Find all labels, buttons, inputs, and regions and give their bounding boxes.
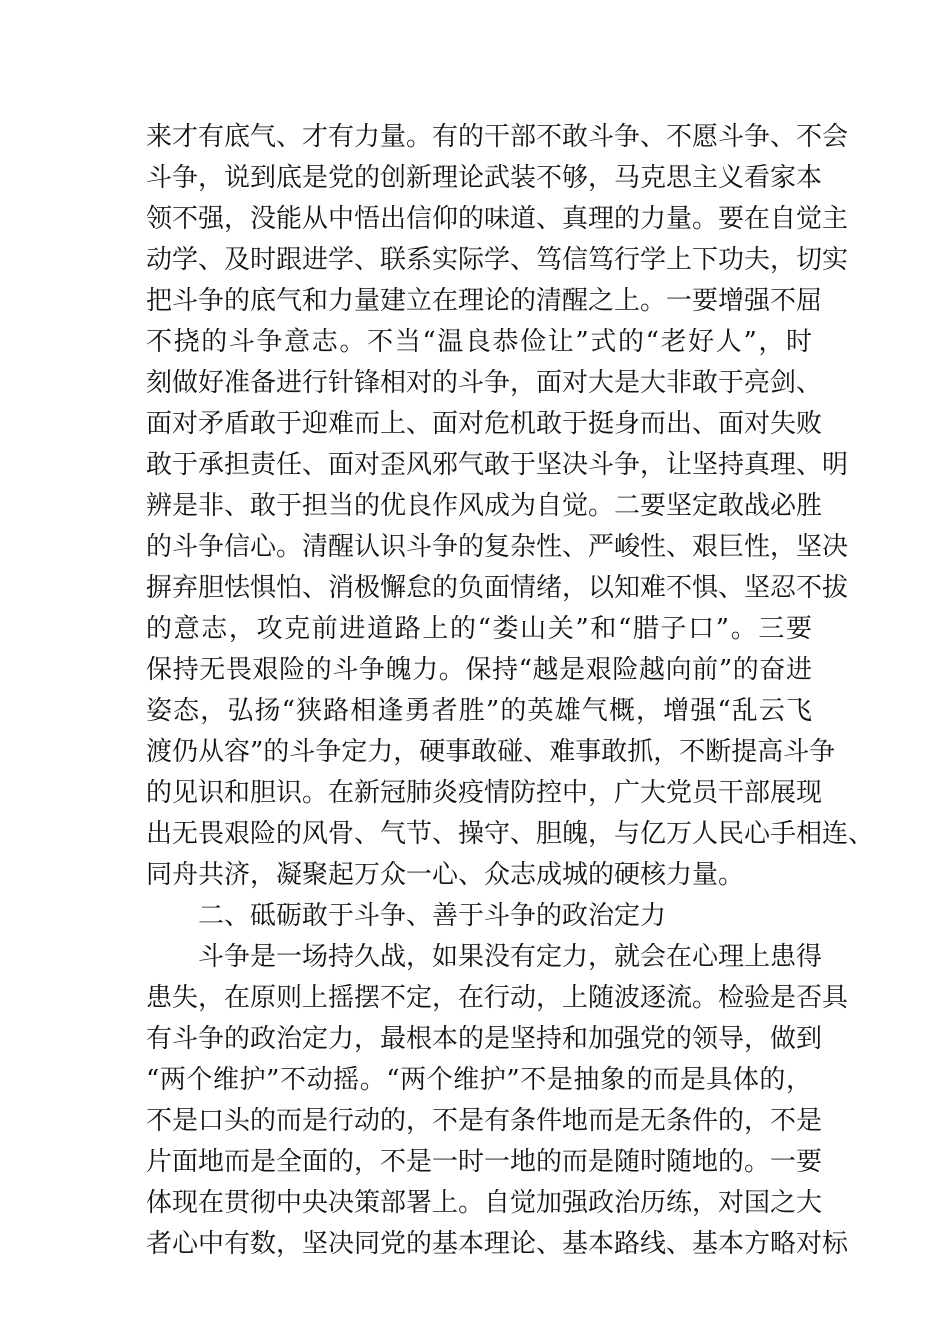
text-line: 辨是非、敢于担当的优良作风成为自觉。二要坚定敢战必胜: [146, 491, 823, 521]
text-line: 体现在贯彻中央决策部署上。自觉加强政治历练，对国之大: [146, 1188, 823, 1218]
text-line: 出无畏艰险的风骨、气节、操守、胆魄，与亿万人民心手相连、: [146, 819, 875, 849]
text-line: “两个维护”不动摇。“两个维护”不是抽象的而是具体的，: [146, 1065, 812, 1095]
text-line: 把斗争的底气和力量建立在理论的清醒之上。一要增强不屈: [146, 286, 823, 316]
text-line: 摒弃胆怯惧怕、消极懈怠的负面情绪，以知难不惧、坚忍不拔: [146, 573, 849, 603]
text-line: 的意志，攻克前进道路上的“娄山关”和“腊子口”。三要: [146, 614, 812, 644]
body-text: [146, 117, 875, 1265]
text-line: 的斗争信心。清醒认识斗争的复杂性、严峻性、艰巨性，坚决: [146, 532, 849, 562]
text-line: 的见识和胆识。在新冠肺炎疫情防控中，广大党员干部展现: [146, 778, 823, 808]
text-line: 刻做好准备进行针锋相对的斗争，面对大是大非敢于亮剑、: [146, 368, 823, 398]
text-line: 敢于承担责任、面对歪风邪气敢于坚决斗争，让坚持真理、明: [146, 450, 849, 480]
section-heading: 二、砥砺敢于斗争、善于斗争的政治定力: [198, 901, 667, 931]
text-line: 患失，在原则上摇摆不定，在行动，上随波逐流。检验是否具: [146, 983, 849, 1013]
text-line: 领不强，没能从中悟出信仰的味道、真理的力量。要在自觉主: [146, 204, 849, 234]
text-line: 片面地而是全面的，不是一时一地的而是随时随地的。一要: [146, 1147, 823, 1177]
text-line: 保持无畏艰险的斗争魄力。保持“越是艰险越向前”的奋进: [146, 655, 812, 685]
text-line: 动学、及时跟进学、联系实际学、笃信笃行学上下功夫，切实: [146, 245, 849, 275]
text-line: 渡仍从容”的斗争定力，硬事敢碰、难事敢抓，不断提高斗争: [146, 737, 836, 767]
text-line: 来才有底气、才有力量。有的干部不敢斗争、不愿斗争、不会: [146, 122, 849, 152]
text-line: 不是口头的而是行动的，不是有条件地而是无条件的，不是: [146, 1106, 823, 1136]
text-line: 不挠的斗争意志。不当“温良恭俭让”式的“老好人”，时: [146, 327, 812, 357]
text-line: 斗争，说到底是党的创新理论武装不够，马克思主义看家本: [146, 163, 823, 193]
paragraph-first-line: 斗争是一场持久战，如果没有定力，就会在心理上患得: [198, 942, 823, 972]
text-line: 姿态，弘扬“狭路相逢勇者胜”的英雄气概，增强“乱云飞: [146, 696, 812, 726]
text-line: 者心中有数，坚决同党的基本理论、基本路线、基本方略对标: [146, 1229, 849, 1259]
paragraph-end-line: 同舟共济，凝聚起万众一心、众志成城的硬核力量。: [146, 860, 745, 890]
text-line: 有斗争的政治定力，最根本的是坚持和加强党的领导，做到: [146, 1024, 823, 1054]
text-line: 面对矛盾敢于迎难而上、面对危机敢于挺身而出、面对失败: [146, 409, 823, 439]
